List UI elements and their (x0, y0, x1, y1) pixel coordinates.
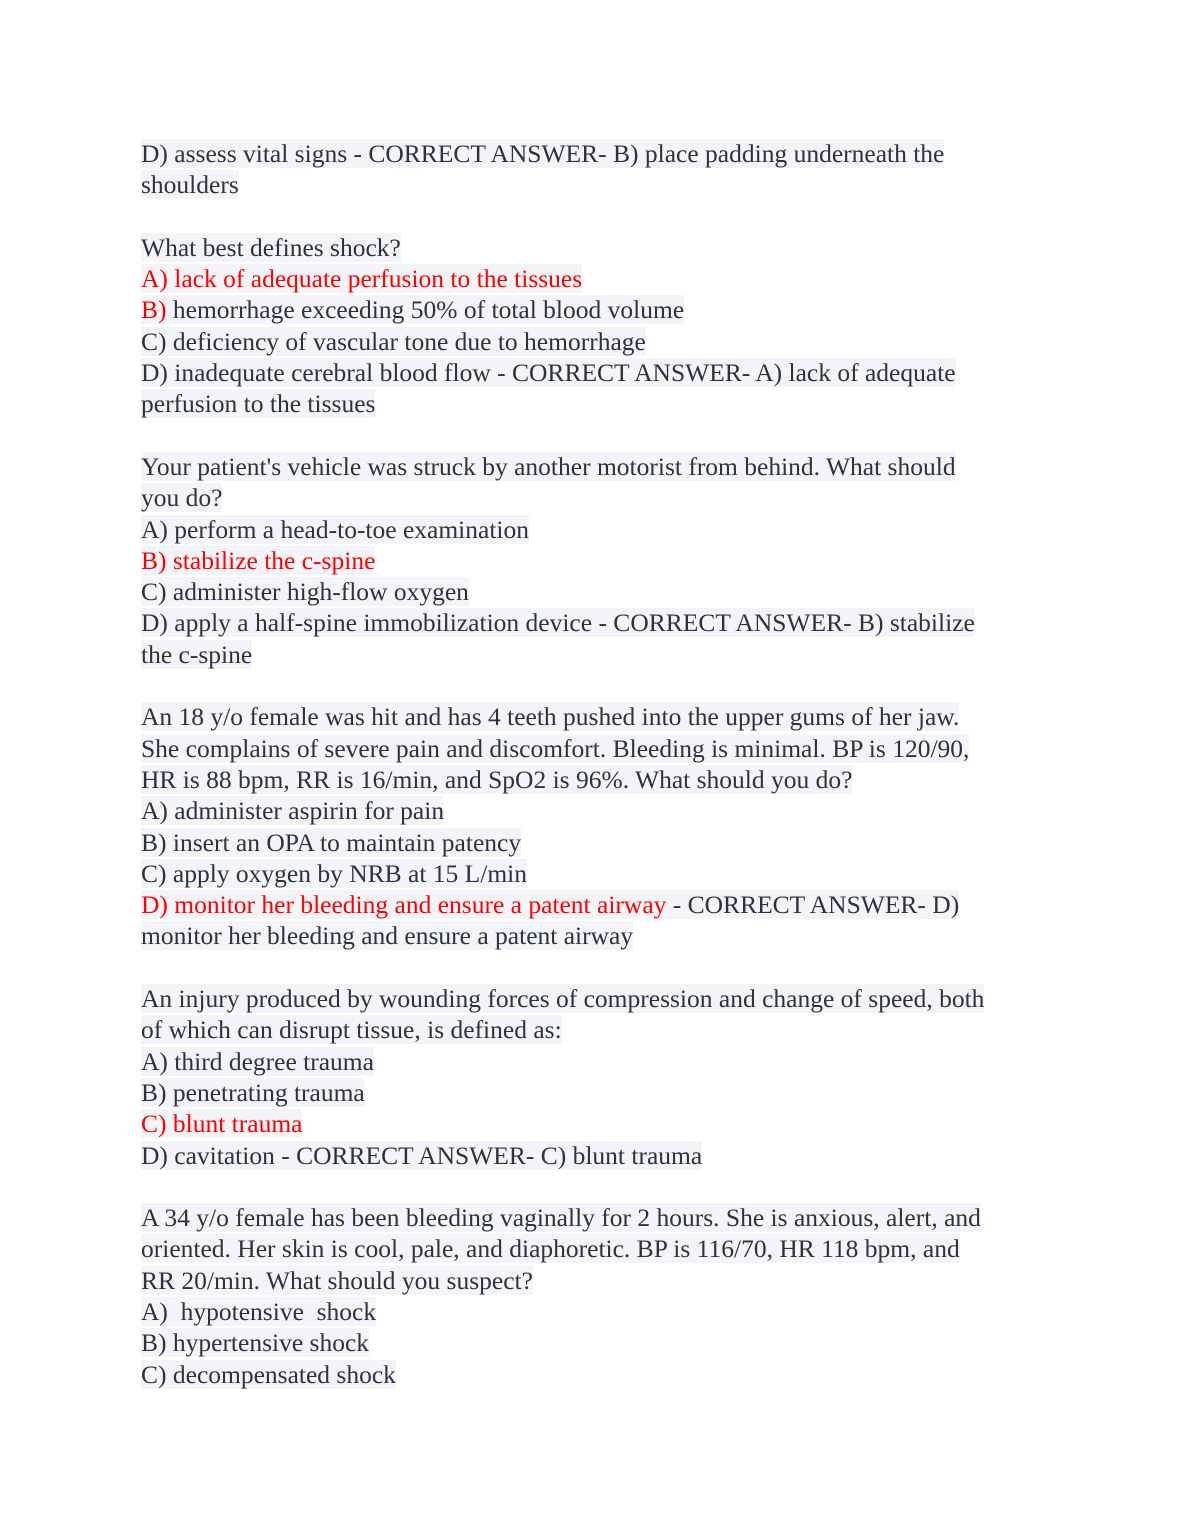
question-text: Your patient's vehicle was struck by another motorist from behind. What should (141, 451, 956, 481)
option-c-correct: C) blunt trauma (141, 1109, 303, 1139)
question-block-5 (141, 1202, 1051, 1390)
question-list (141, 138, 1051, 1421)
question-block-4 (141, 983, 1051, 1171)
option-a: A) perform a head-to-toe examination (141, 514, 530, 544)
option-a: A) hypotensive shock (141, 1296, 377, 1326)
option-b-letter: B) (141, 295, 167, 325)
option-d: D) cavitation - CORRECT ANSWER- C) blunt trauma (141, 1140, 703, 1170)
question-text: oriented. Her skin is cool, pale, and diaphoretic. BP is 116/70, HR 118 bpm, and (141, 1234, 960, 1264)
question-block-2 (141, 451, 1051, 670)
option-b: B) penetrating trauma (141, 1077, 365, 1107)
option-a: A) administer aspirin for pain (141, 796, 445, 826)
option-c: C) administer high-flow oxygen (141, 577, 469, 607)
question-text: RR 20/min. What should you suspect? (141, 1265, 533, 1295)
option-b: B) insert an OPA to maintain patency (141, 827, 522, 857)
question-text: of which can disrupt tissue, is defined as: (141, 1015, 562, 1045)
option-d: D) apply a half-spine immobilization device - CORRECT ANSWER- B) stabilize (141, 608, 975, 638)
option-b: hemorrhage exceeding 50% of total blood volume (166, 295, 685, 325)
option-d-correct: D) monitor her bleeding and ensure a patent airway (141, 890, 667, 920)
answer-line: the c-spine (141, 639, 253, 669)
question-text: She complains of severe pain and discomfort. Bleeding is minimal. BP is 120/90, (141, 733, 970, 763)
answer-line: perfusion to the tissues (141, 389, 376, 419)
option-d: D) inadequate cerebral blood flow - CORRECT ANSWER- A) lack of adequate (141, 358, 956, 388)
question-text: What best defines shock? (141, 232, 401, 262)
question-block-0 (141, 138, 1051, 201)
question-text: An injury produced by wounding forces of compression and change of speed, both (141, 984, 985, 1014)
option-b: B) hypertensive shock (141, 1328, 370, 1358)
answer-line: D) assess vital signs - CORRECT ANSWER- B) place padding underneath the (141, 139, 945, 168)
answer-label: - CORRECT ANSWER- D) (666, 890, 960, 920)
question-text: A 34 y/o female has been bleeding vaginally for 2 hours. She is anxious, alert, and (141, 1203, 981, 1233)
option-b-correct: B) stabilize the c-spine (141, 545, 376, 575)
question-text: An 18 y/o female was hit and has 4 teeth pushed into the upper gums of her jaw. (141, 702, 960, 732)
question-text: you do? (141, 483, 223, 513)
option-c: C) deficiency of vascular tone due to hemorrhage (141, 326, 646, 356)
answer-line: shoulders (141, 170, 239, 200)
question-block-1 (141, 232, 1051, 420)
answer-line: monitor her bleeding and ensure a patent airway (141, 921, 634, 951)
question-block-3 (141, 701, 1051, 951)
option-a-correct: A) lack of adequate perfusion to the tissues (141, 264, 583, 294)
option-c: C) apply oxygen by NRB at 15 L/min (141, 858, 528, 888)
option-c: C) decompensated shock (141, 1359, 396, 1389)
question-text: HR is 88 bpm, RR is 16/min, and SpO2 is 96%. What should you do? (141, 764, 853, 794)
option-a: A) third degree trauma (141, 1046, 374, 1076)
